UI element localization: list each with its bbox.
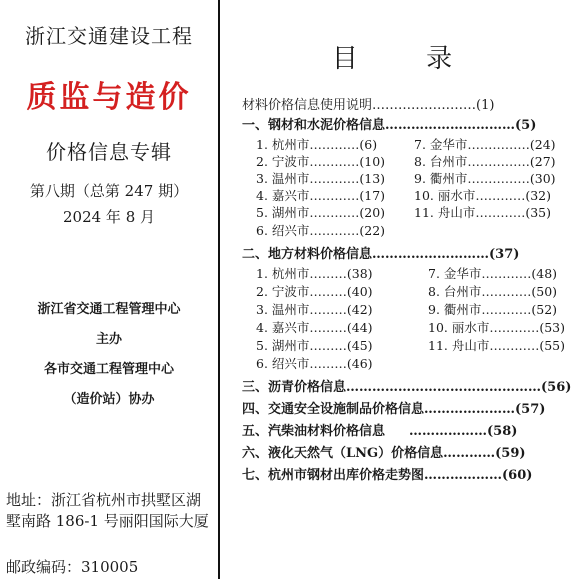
toc-title: 目 录	[331, 44, 483, 74]
toc-item[interactable]: 7. 金华市…………(48)	[428, 266, 558, 281]
cover-panel	[0, 0, 218, 579]
toc-page: (1)	[476, 98, 495, 113]
toc-entry-label: 七、杭州市钢材出库价格走势图	[242, 468, 425, 483]
issue-number: 第八期（总第 247 期）	[29, 182, 189, 200]
toc-item[interactable]: 1. 杭州市…………(6)	[256, 137, 378, 152]
toc-item[interactable]: 6. 绍兴市………(46)	[256, 356, 373, 371]
toc-entry-label: 材料价格信息使用说明	[242, 98, 373, 113]
toc-entry-intro[interactable]	[242, 94, 494, 113]
toc-item[interactable]: 5. 湖州市………(45)	[256, 338, 373, 353]
publisher-name: 浙江交通建设工程	[25, 24, 193, 48]
toc-item[interactable]: 6. 绍兴市…………(22)	[256, 223, 386, 238]
toc-item[interactable]: 11. 舟山市…………(35)	[414, 205, 552, 220]
special-edition: 价格信息专辑	[46, 140, 172, 164]
toc-page: (5)	[515, 118, 537, 133]
toc-page: (60)	[502, 468, 533, 483]
toc-page: (59)	[495, 446, 526, 461]
toc-entry-label: 四、交通安全设施制品价格信息	[242, 402, 425, 417]
toc-leader: ………………………………………	[346, 380, 542, 395]
toc-item[interactable]: 9. 衢州市…………(52)	[428, 302, 558, 317]
co-organizer: 各市交通工程管理中心	[43, 362, 174, 377]
toc-item[interactable]: 4. 嘉兴市………(44)	[256, 320, 373, 335]
toc-leader: …………………………	[385, 118, 516, 133]
toc-item[interactable]: 10. 丽水市…………(53)	[428, 320, 566, 335]
toc-entry-label: 三、沥青价格信息	[242, 380, 347, 395]
toc-section-6[interactable]	[242, 442, 526, 461]
toc-item[interactable]: 5. 湖州市…………(20)	[256, 205, 386, 220]
toc-item[interactable]: 8. 台州市……………(27)	[414, 154, 556, 169]
co-organizer-role: （造价站）协办	[63, 392, 155, 407]
toc-item[interactable]: 11. 舟山市…………(55)	[428, 338, 566, 353]
toc-entry-label: 六、液化天然气（LNG）价格信息	[242, 446, 444, 461]
toc-item[interactable]: 9. 衢州市……………(30)	[414, 171, 556, 186]
toc-leader: …………	[443, 446, 496, 461]
toc-page: (58)	[487, 424, 518, 439]
toc-item[interactable]: 2. 宁波市…………(10)	[256, 154, 386, 169]
toc-item[interactable]: 7. 金华市……………(24)	[414, 137, 556, 152]
toc-leader: ………………	[409, 424, 488, 439]
toc-page: (37)	[489, 247, 520, 262]
toc-item[interactable]: 3. 温州市………(42)	[256, 302, 373, 317]
toc-item[interactable]: 2. 宁波市………(40)	[256, 284, 373, 299]
toc-entry-label: 五、汽柴油材料价格信息	[242, 424, 386, 439]
toc-page: (56)	[541, 380, 572, 395]
toc-entry-label: 一、钢材和水泥价格信息	[242, 118, 386, 133]
toc-section-3[interactable]	[242, 376, 571, 395]
toc-leader: …………………	[424, 402, 516, 417]
toc-section-1[interactable]	[242, 114, 536, 133]
magazine-title: 质监与造价	[26, 80, 192, 115]
toc-item[interactable]: 8. 台州市…………(50)	[428, 284, 558, 299]
organizer: 浙江省交通工程管理中心	[37, 302, 181, 317]
vertical-divider	[218, 0, 220, 579]
toc-entry-label: 二、地方材料价格信息	[242, 247, 373, 262]
address: 地址：浙江省杭州市拱墅区湖墅南路 186-1 号丽阳国际大厦	[6, 491, 209, 530]
toc-section-7[interactable]	[242, 464, 532, 483]
toc-leader: ………………………	[372, 247, 490, 262]
zip-code: 邮政编码：310005	[6, 558, 139, 576]
toc-leader: ……………………	[372, 98, 477, 113]
toc-item[interactable]: 1. 杭州市………(38)	[256, 266, 373, 281]
toc-leader: ………………	[424, 468, 503, 483]
toc-item[interactable]: 3. 温州市…………(13)	[256, 171, 386, 186]
toc-item[interactable]: 10. 丽水市…………(32)	[414, 188, 552, 203]
issue-date: 2024 年 8 月	[62, 208, 156, 226]
toc-section-4[interactable]	[242, 398, 545, 417]
toc-section-5[interactable]	[242, 420, 517, 439]
toc-item[interactable]: 4. 嘉兴市…………(17)	[256, 188, 386, 203]
toc-page: (57)	[515, 402, 546, 417]
toc-section-2[interactable]	[242, 243, 519, 262]
organizer-role: 主办	[95, 332, 122, 347]
